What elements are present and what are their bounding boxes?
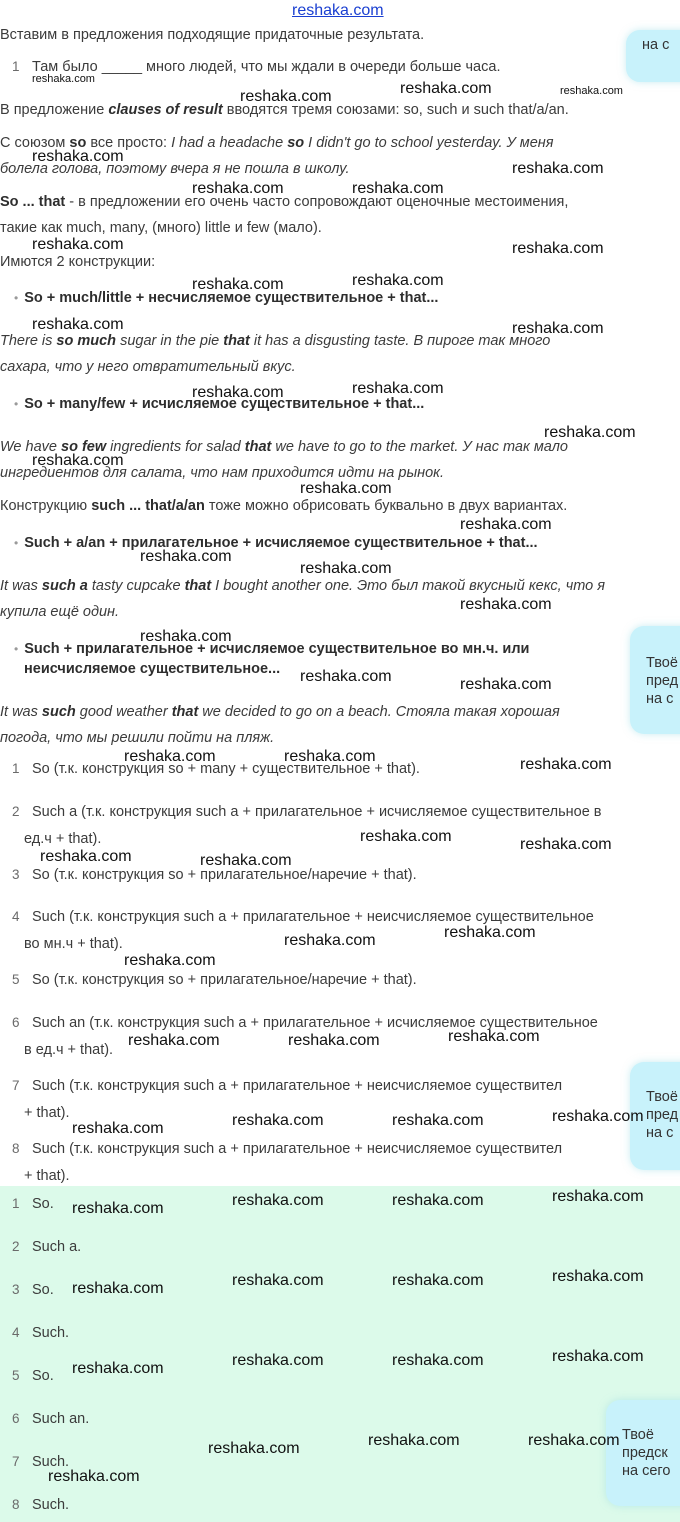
- answer-item: Such.: [32, 1325, 70, 1341]
- explanation-line: Such (т.к. конструкция such a + прилагательное + неисчисляемое существител: [32, 1141, 563, 1157]
- example-3: It was such a tasty cupcake that I bought another one. Это был такой вкусный кекс, что я: [0, 578, 605, 594]
- answer-item: Such.: [32, 1497, 70, 1513]
- answer-number: 4: [12, 1325, 20, 1340]
- watermark: reshaka.com: [232, 1272, 324, 1289]
- promo-bubble-line: пред: [646, 673, 679, 689]
- watermark: reshaka.com: [520, 836, 612, 853]
- answer-number: 6: [12, 1411, 20, 1426]
- watermark: reshaka.com: [128, 1032, 220, 1049]
- rule-1: • So + much/little + несчисляемое существительное + that...: [14, 290, 438, 306]
- watermark: reshaka.com: [552, 1268, 644, 1285]
- explanation-line: So (т.к. конструкция so + many + существительное + that).: [32, 761, 420, 777]
- explanation-line: Such a (т.к. конструкция such a + прилагательное + исчисляемое существительное в: [32, 804, 602, 820]
- question-number: 1: [12, 59, 20, 74]
- watermark: reshaka.com: [72, 1360, 164, 1377]
- explanation-number: 2: [12, 804, 20, 819]
- watermark: reshaka.com: [192, 180, 284, 197]
- explanation-number: 1: [12, 761, 20, 776]
- watermark: reshaka.com: [352, 272, 444, 289]
- watermark: reshaka.com: [512, 160, 604, 177]
- explanation-number: 7: [12, 1078, 20, 1093]
- watermark: reshaka.com: [32, 148, 124, 165]
- watermark: reshaka.com: [288, 1032, 380, 1049]
- answer-number: 8: [12, 1497, 20, 1512]
- watermark: reshaka.com: [448, 1028, 540, 1045]
- explanation-line-cont: + that).: [24, 1168, 70, 1184]
- example-4: It was such good weather that we decided to go on a beach. Стояла такая хорошая: [0, 704, 560, 720]
- answer-number: 5: [12, 1368, 20, 1383]
- watermark: reshaka.com: [72, 1280, 164, 1297]
- example-1-cont: сахара, что у него отвратительный вкус.: [0, 359, 296, 375]
- watermark: reshaka.com: [124, 748, 216, 765]
- question-text: Там было _____ много людей, что мы ждали в очереди больше часа.: [32, 59, 501, 75]
- intro-paragraph-1: В предложение clauses of result вводятся тремя союзами: so, such и such that/a/an.: [0, 102, 569, 118]
- watermark: reshaka.com: [392, 1352, 484, 1369]
- explanation-number: 5: [12, 972, 20, 987]
- intro-paragraph-5: Конструкцию such ... that/a/an тоже можно обрисовать буквально в двух вариантах.: [0, 498, 568, 514]
- watermark: reshaka.com: [72, 1120, 164, 1137]
- watermark: reshaka.com: [460, 676, 552, 693]
- answer-number: 3: [12, 1282, 20, 1297]
- watermark: reshaka.com: [460, 596, 552, 613]
- explanation-line: So (т.к. конструкция so + прилагательное/наречие + that).: [32, 972, 417, 988]
- answer-item: So.: [32, 1282, 54, 1298]
- watermark: reshaka.com: [240, 88, 332, 105]
- watermark: reshaka.com: [392, 1192, 484, 1209]
- answer-item: Such a.: [32, 1239, 82, 1255]
- example-2-cont: ингредиентов для салата, что нам приходится идти на рынок.: [0, 465, 445, 481]
- watermark: reshaka.com: [512, 320, 604, 337]
- watermark: reshaka.com: [528, 1432, 620, 1449]
- watermark: reshaka.com: [48, 1468, 140, 1485]
- intro-paragraph-2-cont: болела голова, поэтому вчера я не пошла в школу.: [0, 161, 350, 177]
- watermark: reshaka.com: [400, 80, 492, 97]
- watermark: reshaka.com: [200, 852, 292, 869]
- explanation-line-cont: + that).: [24, 1105, 70, 1121]
- answer-item: So.: [32, 1196, 54, 1212]
- watermark: reshaka.com: [544, 424, 636, 441]
- example-1: There is so much sugar in the pie that it has a disgusting taste. В пироге так много: [0, 333, 551, 349]
- watermark: reshaka.com: [368, 1432, 460, 1449]
- watermark: reshaka.com: [284, 748, 376, 765]
- promo-bubble-line: Твоё: [622, 1427, 654, 1443]
- promo-bubble-bottom[interactable]: [606, 1400, 680, 1506]
- answer-number: 1: [12, 1196, 20, 1211]
- task-text: Вставим в предложения подходящие придаточные результата.: [0, 27, 425, 43]
- promo-bubble-line: пред: [646, 1107, 679, 1123]
- watermark: reshaka.com: [284, 932, 376, 949]
- watermark: reshaka.com: [232, 1352, 324, 1369]
- watermark: reshaka.com: [300, 560, 392, 577]
- explanation-number: 8: [12, 1141, 20, 1156]
- watermark: reshaka.com: [140, 628, 232, 645]
- promo-bubble-line: на с: [646, 1125, 674, 1141]
- watermark: reshaka.com: [352, 380, 444, 397]
- intro-paragraph-3: So ... that - в предложении его очень часто сопровождают оценочные местоимения,: [0, 194, 569, 210]
- example-4-cont: погода, что мы решили пойти на пляж.: [0, 730, 275, 746]
- promo-bubble-line: на сего: [622, 1463, 671, 1479]
- intro-paragraph-2: С союзом so все просто: I had a headache so I didn't go to school yesterday. У меня: [0, 135, 554, 151]
- example-3-cont: купила ещё один.: [0, 604, 120, 620]
- watermark: reshaka.com: [32, 73, 95, 85]
- promo-bubble-line: на с: [646, 691, 674, 707]
- watermark: reshaka.com: [192, 276, 284, 293]
- intro-paragraph-3-cont: такие как much, many, (много) little и few (мало).: [0, 220, 322, 236]
- rule-4-cont: неисчисляемое существительное...: [24, 661, 281, 677]
- explanation-number: 4: [12, 909, 20, 924]
- intro-paragraph-4: Имются 2 конструкции:: [0, 254, 156, 270]
- promo-bubble-top[interactable]: [626, 30, 680, 82]
- promo-bubble-line: предск: [622, 1445, 668, 1461]
- promo-bubble-mid[interactable]: [630, 626, 680, 734]
- promo-bubble-text: на с: [642, 37, 670, 53]
- watermark: reshaka.com: [392, 1112, 484, 1129]
- answer-number: 2: [12, 1239, 20, 1254]
- watermark: reshaka.com: [124, 952, 216, 969]
- watermark: reshaka.com: [72, 1200, 164, 1217]
- watermark: reshaka.com: [520, 756, 612, 773]
- watermark: reshaka.com: [192, 384, 284, 401]
- watermark: reshaka.com: [552, 1188, 644, 1205]
- rule-3: • Such + a/an + прилагательное + исчисляемое существительное + that...: [14, 535, 538, 551]
- explanation-number: 3: [12, 867, 20, 882]
- answer-item: Such an.: [32, 1411, 90, 1427]
- explanation-line-cont: в ед.ч + that).: [24, 1042, 114, 1058]
- rule-2: • So + many/few + исчисляемое существительное + that...: [14, 396, 424, 412]
- watermark: reshaka.com: [444, 924, 536, 941]
- explanation-line: Such (т.к. конструкция such a + прилагательное + неисчисляемое существительное: [32, 909, 594, 925]
- promo-bubble-line: Твоё: [646, 1089, 678, 1105]
- answer-item: So.: [32, 1368, 54, 1384]
- rule-4: • Such + прилагательное + исчисляемое существительное во мн.ч. или: [14, 641, 529, 657]
- site-link[interactable]: reshaka.com: [292, 2, 384, 19]
- watermark: reshaka.com: [32, 452, 124, 469]
- watermark: reshaka.com: [40, 848, 132, 865]
- watermark: reshaka.com: [208, 1440, 300, 1457]
- explanation-number: 6: [12, 1015, 20, 1030]
- watermark: reshaka.com: [552, 1348, 644, 1365]
- watermark: reshaka.com: [460, 516, 552, 533]
- answer-number: 7: [12, 1454, 20, 1469]
- watermark: reshaka.com: [32, 316, 124, 333]
- watermark: reshaka.com: [552, 1108, 644, 1125]
- watermark: reshaka.com: [352, 180, 444, 197]
- example-2: We have so few ingredients for salad that we have to go to the market. У нас так мало: [0, 439, 568, 455]
- watermark: reshaka.com: [232, 1112, 324, 1129]
- promo-bubble-line: Твоё: [646, 655, 678, 671]
- watermark: reshaka.com: [232, 1192, 324, 1209]
- explanation-line: Such (т.к. конструкция such a + прилагательное + неисчисляемое существител: [32, 1078, 563, 1094]
- explanation-line: Such an (т.к. конструкция such a + прилагательное + исчисляемое существительное: [32, 1015, 598, 1031]
- watermark: reshaka.com: [360, 828, 452, 845]
- watermark: reshaka.com: [300, 480, 392, 497]
- watermark: reshaka.com: [392, 1272, 484, 1289]
- watermark: reshaka.com: [140, 548, 232, 565]
- answer-item: Such.: [32, 1454, 70, 1470]
- watermark: reshaka.com: [560, 85, 623, 97]
- explanation-line: So (т.к. конструкция so + прилагательное/наречие + that).: [32, 867, 417, 883]
- explanation-line-cont: во мн.ч + that).: [24, 936, 123, 952]
- watermark: reshaka.com: [300, 668, 392, 685]
- watermark: reshaka.com: [512, 240, 604, 257]
- explanation-line-cont: ед.ч + that).: [24, 831, 102, 847]
- watermark: reshaka.com: [32, 236, 124, 253]
